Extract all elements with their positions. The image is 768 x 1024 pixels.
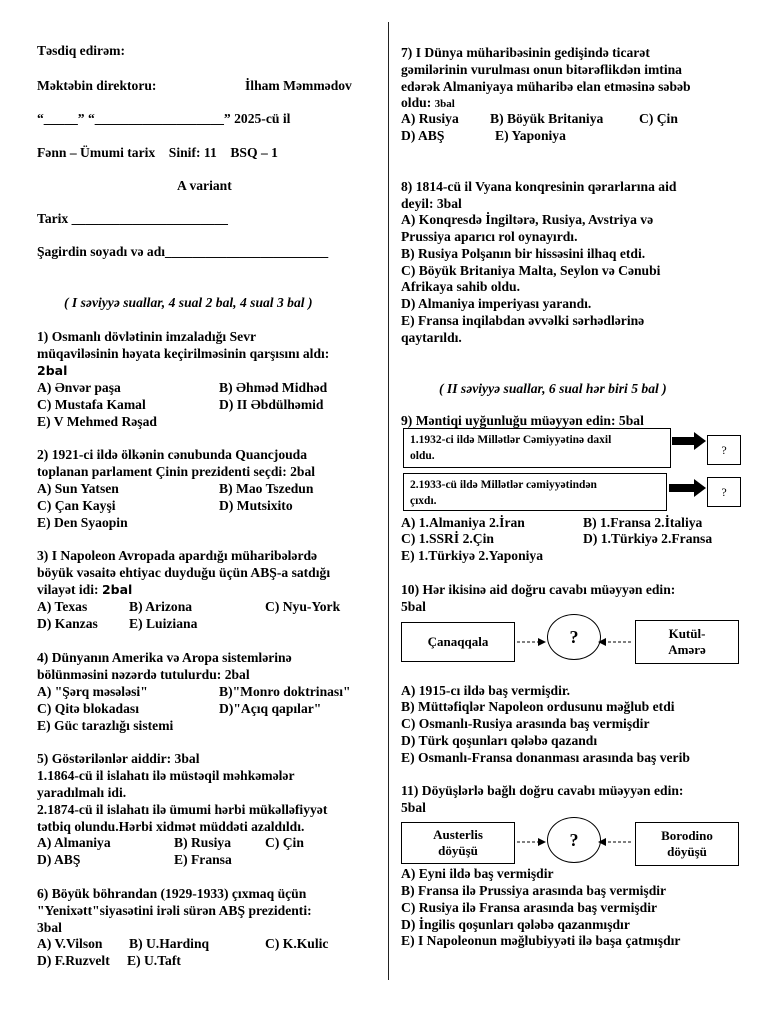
q9-statement-box-1 bbox=[403, 428, 671, 468]
director-label: Məktəbin direktoru: bbox=[37, 78, 157, 93]
q3-option-b: B) Arizona bbox=[129, 599, 193, 614]
q1-option-e: E) V Mehmed Rəşad bbox=[37, 414, 157, 429]
q9-option-e: E) 1.Türkiyə 2.Yaponiya bbox=[401, 548, 544, 563]
q9-arrow-1 bbox=[672, 437, 695, 445]
q11-option-d: D) İngilis qoşunları qələbə qazanmışdır bbox=[401, 917, 630, 932]
q11-left-line2: döyüşü bbox=[438, 843, 478, 858]
q9-answer-box-2: ? bbox=[707, 477, 741, 507]
q5-option-c: C) Çin bbox=[265, 835, 304, 850]
q3-option-c: C) Nyu-York bbox=[265, 599, 341, 614]
q11-line1: 11) Döyüşlərlə bağlı doğru cavabı müəyyən edin: bbox=[401, 783, 684, 798]
q5-line3: yaradılmalı idi. bbox=[37, 785, 127, 800]
q11-right-line2: döyüşü bbox=[667, 844, 707, 859]
q4-option-c: C) Qitə blokadası bbox=[37, 701, 139, 716]
q1-option-c: C) Mustafa Kamal bbox=[37, 397, 146, 412]
q9-option-c: C) 1.SSRİ 2.Çin bbox=[401, 531, 494, 546]
q6-option-a: A) V.Vilson bbox=[37, 936, 103, 951]
q8-option-c-line1: C) Böyük Britaniya Malta, Seylon və Cənubi bbox=[401, 263, 661, 278]
q6-option-e: E) U.Taft bbox=[127, 953, 181, 968]
q5-line2: 1.1864-cü il islahatı ilə müstəqil məhkəmələr bbox=[37, 768, 295, 783]
q2-line1: 2) 1921-ci ildə ölkənin cənubunda Quancjouda bbox=[37, 447, 308, 462]
q8-option-e-line1: E) Fransa inqilabdan əvvəlki sərhədlərinə bbox=[401, 313, 645, 328]
q4-option-b: B)"Monro doktrinası" bbox=[219, 684, 351, 699]
q4-line1: 4) Dünyanın Amerika və Aropa sistemlərinə bbox=[37, 650, 292, 665]
q9-statement-2-line1: 2.1933-cü ildə Millətlər cəmiyyətindən bbox=[410, 479, 597, 491]
director-name: İlham Məmmədov bbox=[245, 78, 352, 93]
q10-option-d: D) Türk qoşunları qələbə qazandı bbox=[401, 733, 598, 748]
q6-line3: 3bal bbox=[37, 920, 62, 935]
q5-line1: 5) Göstərilənlər aiddir: 3bal bbox=[37, 751, 200, 766]
q7-option-a: A) Rusiya bbox=[401, 111, 459, 126]
q10-option-a: A) 1915-cı ildə baş vermişdir. bbox=[401, 683, 571, 698]
q1-option-d: D) II Əbdülhəmid bbox=[219, 397, 324, 412]
date-line: “_____” “___________________” 2025-cü il bbox=[37, 111, 291, 126]
q6-option-b: B) U.Hardinq bbox=[129, 936, 210, 951]
q10-option-b: B) Müttəfiqlər Napoleon ordusunu məğlub etdi bbox=[401, 699, 675, 714]
q1-line2: müqaviləsinin həyata keçirilməsinin qarşısını aldı: bbox=[37, 346, 330, 361]
q5-line5: tətbiq olundu.Hərbi xidmət müddəti azaldıldı. bbox=[37, 819, 305, 834]
section1-title: ( I səviyyə suallar, 4 sual 2 bal, 4 sual 3 bal ) bbox=[64, 295, 313, 310]
q10-left-box: Çanaqqala bbox=[401, 622, 515, 662]
q10-center-circle: ? bbox=[547, 614, 601, 660]
q7-option-e: E) Yaponiya bbox=[495, 128, 566, 143]
q10-line1: 10) Hər ikisinə aid doğru cavabı müəyyən edin: bbox=[401, 582, 676, 597]
q10-line2: 5bal bbox=[401, 599, 426, 614]
q8-option-b: B) Rusiya Polşanın bir hissəsini ilhaq etdi. bbox=[401, 246, 646, 261]
q8-line1: 8) 1814-cü il Vyana konqresinin qərarlarına aid bbox=[401, 179, 677, 194]
q2-line2: toplanan parlament Çinin prezidenti seçdi: 2bal bbox=[37, 464, 316, 479]
q4-line2: bölünməsini nəzərdə tutulurdu: 2bal bbox=[37, 667, 250, 682]
q11-option-e: E) I Napoleonun məğlubiyyəti ilə başa çatmışdır bbox=[401, 933, 681, 948]
q9-statement-1-line2: oldu. bbox=[410, 450, 435, 462]
q3-line2: böyük vəsaitə ehtiyac duyduğu üçün ABŞ-a satdığı bbox=[37, 565, 331, 580]
q11-right-box bbox=[635, 822, 739, 866]
q6-option-c: C) K.Kulic bbox=[265, 936, 329, 951]
q11-line2: 5bal bbox=[401, 800, 426, 815]
subject-line: Fənn – Ümumi tarix Sinif: 11 BSQ – 1 bbox=[37, 145, 278, 160]
q9-statement-2-line2: çıxdı. bbox=[410, 495, 437, 507]
q1-line1: 1) Osmanlı dövlətinin imzaladığı Sevr bbox=[37, 329, 257, 344]
q11-left-box bbox=[401, 822, 515, 864]
date-field: Tarix _______________________ bbox=[37, 211, 228, 226]
q5-line4: 2.1874-cü il islahatı ilə ümumi hərbi mükəlləfiyyət bbox=[37, 802, 328, 817]
column-divider bbox=[388, 22, 389, 980]
q9-answer-box-1: ? bbox=[707, 435, 741, 465]
q7-option-d: D) ABŞ bbox=[401, 128, 445, 143]
q2-option-b: B) Mao Tszedun bbox=[219, 481, 314, 496]
q6-option-d: D) F.Ruzvelt bbox=[37, 953, 110, 968]
variant-label: A variant bbox=[177, 178, 232, 193]
q7-option-c: C) Çin bbox=[639, 111, 678, 126]
q8-option-a-line2: Prussiya aparıcı rol oynayırdı. bbox=[401, 229, 578, 244]
q5-option-d: D) ABŞ bbox=[37, 852, 81, 867]
q9-statement-box-2 bbox=[403, 473, 667, 511]
q9-arrow-2 bbox=[669, 484, 695, 492]
q10-right-box bbox=[635, 620, 739, 664]
q3-line1: 3) I Napoleon Avropada apardığı müharibələrdə bbox=[37, 548, 318, 563]
q1-points: 2bal bbox=[37, 363, 68, 378]
q7-line2: gəmilərinin vurulması onun bitərəflikdən imtina bbox=[401, 62, 682, 77]
q11-right-line1: Borodino bbox=[661, 828, 713, 843]
q4-option-d: D)"Açıq qapılar" bbox=[219, 701, 322, 716]
q7-line1: 7) I Dünya müharibəsinin gedişində ticarət bbox=[401, 45, 650, 60]
q11-left-line1: Austerlis bbox=[433, 827, 483, 842]
q7-option-b: B) Böyük Britaniya bbox=[490, 111, 604, 126]
q8-line2: deyil: 3bal bbox=[401, 196, 462, 211]
section2-title: ( II səviyyə suallar, 6 sual hər biri 5 bal ) bbox=[439, 381, 667, 396]
q9-option-a: A) 1.Almaniya 2.İran bbox=[401, 515, 525, 530]
q4-option-e: E) Güc tarazlığı sistemi bbox=[37, 718, 174, 733]
q6-line2: "Yenixətt"siyasətini irəli sürən ABŞ prezidenti: bbox=[37, 903, 312, 918]
q3-option-e: E) Luiziana bbox=[129, 616, 198, 631]
q3-option-d: D) Kanzas bbox=[37, 616, 98, 631]
q8-option-d: D) Almaniya imperiyası yarandı. bbox=[401, 296, 592, 311]
student-field: Şagirdin soyadı və adı________________________ bbox=[37, 244, 329, 259]
q6-line1: 6) Böyük böhrandan (1929-1933) çıxmaq üçün bbox=[37, 886, 307, 901]
q3-line3: vilayət idi: 2bal bbox=[37, 582, 133, 597]
q3-option-a: A) Texas bbox=[37, 599, 88, 614]
q10-option-c: C) Osmanlı-Rusiya arasında baş vermişdir bbox=[401, 716, 650, 731]
q2-option-d: D) Mutsixito bbox=[219, 498, 293, 513]
q11-option-a: A) Eyni ildə baş vermişdir bbox=[401, 866, 554, 881]
q5-option-a: A) Almaniya bbox=[37, 835, 111, 850]
q9-arrow-2-head bbox=[694, 479, 706, 497]
q11-option-c: C) Rusiya ilə Fransa arasında baş vermişdir bbox=[401, 900, 658, 915]
q9-line1: 9) Məntiqi uyğunluğu müəyyən edin: 5bal bbox=[401, 413, 644, 428]
q2-option-a: A) Sun Yatsen bbox=[37, 481, 119, 496]
q2-option-e: E) Den Syaopin bbox=[37, 515, 128, 530]
q10-right-line2: Amərə bbox=[668, 642, 706, 657]
q7-line4: oldu: 3bal bbox=[401, 95, 455, 110]
q8-option-c-line2: Afrikaya sahib oldu. bbox=[401, 279, 520, 294]
q9-statement-1-line1: 1.1932-ci ildə Millətlər Cəmiyyətinə daxil bbox=[410, 434, 612, 446]
q4-option-a: A) "Şərq məsələsi" bbox=[37, 684, 148, 699]
q11-option-b: B) Fransa ilə Prussiya arasında baş vermişdir bbox=[401, 883, 667, 898]
q9-option-d: D) 1.Türkiyə 2.Fransa bbox=[583, 531, 713, 546]
q9-option-b: B) 1.Fransa 2.İtaliya bbox=[583, 515, 703, 530]
q5-option-b: B) Rusiya bbox=[174, 835, 232, 850]
q2-option-c: C) Çan Kayşi bbox=[37, 498, 116, 513]
approve-label: Təsdiq edirəm: bbox=[37, 43, 125, 58]
q8-option-e-line2: qaytarıldı. bbox=[401, 330, 462, 345]
q9-arrow-1-head bbox=[694, 432, 706, 450]
q1-option-a: A) Ənvər paşa bbox=[37, 380, 121, 395]
q10-option-e: E) Osmanlı-Fransa donanması arasında baş verib bbox=[401, 750, 690, 765]
q5-option-e: E) Fransa bbox=[174, 852, 232, 867]
q8-option-a-line1: A) Konqresdə İngiltərə, Rusiya, Avstriya və bbox=[401, 212, 654, 227]
q10-right-line1: Kutül- bbox=[668, 626, 706, 641]
q1-option-b: B) Əhməd Midhəd bbox=[219, 380, 328, 395]
q11-center-circle: ? bbox=[547, 817, 601, 863]
q7-line3: edərək Almaniyaya müharibə elan etməsinə səbəb bbox=[401, 79, 691, 94]
